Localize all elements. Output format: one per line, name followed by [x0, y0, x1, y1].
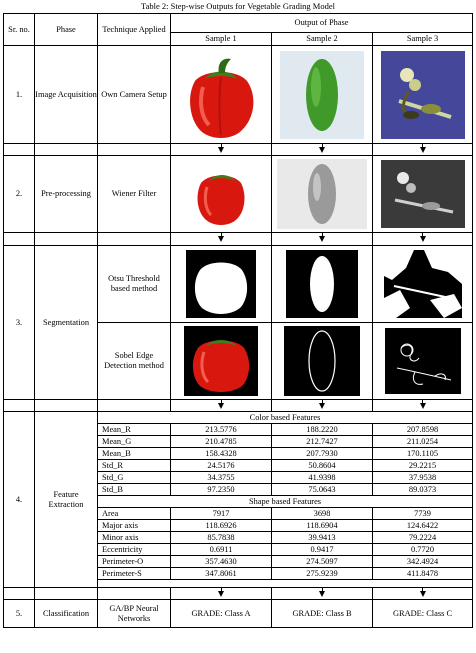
feature-value: 41.9398	[272, 472, 373, 484]
feature-value: 211.0254	[373, 436, 473, 448]
row2-sample2-image	[272, 156, 373, 233]
feature-value: 34.3755	[171, 472, 272, 484]
feature-value: 89.0373	[373, 484, 473, 496]
feature-value: 207.7930	[272, 448, 373, 460]
feature-value: 213.5776	[171, 424, 272, 436]
color-features-title: Color based Features	[98, 412, 473, 424]
feature-value: 7917	[171, 508, 272, 520]
feature-name: Perimeter-O	[98, 556, 171, 568]
row3-sample1-otsu-image	[171, 246, 272, 323]
feature-value: 170.1105	[373, 448, 473, 460]
arrow-cell	[171, 588, 272, 600]
otsu-pepper-mask-image	[186, 250, 256, 318]
arrow-cell	[373, 588, 473, 600]
down-arrow-icon	[218, 403, 224, 409]
down-arrow-icon	[420, 403, 426, 409]
grade-sample-2: GRADE: Class B	[272, 600, 373, 628]
filtered-plant-image	[381, 160, 465, 228]
row4-number: 4.	[4, 412, 35, 588]
feature-name: Mean_B	[98, 448, 171, 460]
feature-value: 357.4630	[171, 556, 272, 568]
filtered-cucumber-image	[277, 159, 367, 229]
down-arrow-icon	[420, 591, 426, 597]
row3-technique-otsu: Otsu Threshold based method	[98, 246, 171, 323]
feature-value: 118.6926	[171, 520, 272, 532]
grade-sample-1: GRADE: Class A	[171, 600, 272, 628]
feature-value: 79.2224	[373, 532, 473, 544]
sobel-plant-edge-image	[385, 328, 461, 394]
arrow-cell	[373, 233, 473, 246]
feature-value: 0.7720	[373, 544, 473, 556]
feature-name: Mean_G	[98, 436, 171, 448]
feature-value: 274.5097	[272, 556, 373, 568]
otsu-cucumber-mask-image	[286, 250, 358, 318]
header-srno: Sr. no.	[4, 14, 35, 46]
header-sample-2: Sample 2	[272, 33, 373, 46]
header-technique: Technique Applied	[98, 14, 171, 46]
row2-sample3-image	[373, 156, 473, 233]
arrow-cell	[272, 400, 373, 412]
feature-value: 3698	[272, 508, 373, 520]
feature-value: 158.4328	[171, 448, 272, 460]
feature-name: Mean_R	[98, 424, 171, 436]
otsu-plant-mask-image	[384, 250, 462, 318]
row1-number: 1.	[4, 46, 35, 144]
row2-sample1-image	[171, 156, 272, 233]
down-arrow-icon	[319, 147, 325, 153]
down-arrow-icon	[319, 591, 325, 597]
row3-sample2-sobel-image	[272, 323, 373, 400]
cucumber-image	[280, 51, 364, 139]
feature-value: 210.4785	[171, 436, 272, 448]
feature-value: 97.2350	[171, 484, 272, 496]
feature-name: Std_R	[98, 460, 171, 472]
down-arrow-icon	[319, 236, 325, 242]
feature-value: 411.8478	[373, 568, 473, 580]
row3-number: 3.	[4, 246, 35, 400]
plant-on-cloth-image	[381, 51, 465, 139]
feature-name: Eccentricity	[98, 544, 171, 556]
feature-name: Area	[98, 508, 171, 520]
feature-value: 0.9417	[272, 544, 373, 556]
arrow-cell	[272, 233, 373, 246]
feature-value: 275.9239	[272, 568, 373, 580]
row2-number: 2.	[4, 156, 35, 233]
arrow-cell	[171, 144, 272, 156]
arrow-cell	[171, 233, 272, 246]
feature-value: 50.8604	[272, 460, 373, 472]
red-pepper-image	[179, 51, 263, 139]
row1-sample2-image	[272, 46, 373, 144]
row5-technique: GA/BP Neural Networks	[98, 600, 171, 628]
row3-sample3-sobel-image	[373, 323, 473, 400]
grade-sample-3: GRADE: Class C	[373, 600, 473, 628]
feature-name: Minor axis	[98, 532, 171, 544]
feature-name: Std_B	[98, 484, 171, 496]
header-phase: Phase	[35, 14, 98, 46]
down-arrow-icon	[218, 236, 224, 242]
arrow-cell	[272, 588, 373, 600]
row2-phase: Pre-processing	[35, 156, 98, 233]
feature-value: 0.6911	[171, 544, 272, 556]
row5-number: 5.	[4, 600, 35, 628]
feature-value: 29.2215	[373, 460, 473, 472]
feature-value: 342.4924	[373, 556, 473, 568]
feature-value: 85.7838	[171, 532, 272, 544]
feature-name: Std_G	[98, 472, 171, 484]
row1-phase: Image Acquisition	[35, 46, 98, 144]
shape-features-title: Shape based Features	[98, 496, 473, 508]
feature-value: 7739	[373, 508, 473, 520]
down-arrow-icon	[420, 236, 426, 242]
row3-sample1-sobel-image	[171, 323, 272, 400]
feature-name: Major axis	[98, 520, 171, 532]
down-arrow-icon	[218, 147, 224, 153]
row5-phase: Classification	[35, 600, 98, 628]
feature-spacer	[98, 580, 473, 588]
sobel-cucumber-edge-image	[284, 326, 360, 396]
header-sample-1: Sample 1	[171, 33, 272, 46]
feature-value: 24.5176	[171, 460, 272, 472]
filtered-pepper-image	[191, 161, 251, 227]
arrow-cell	[171, 400, 272, 412]
feature-value: 212.7427	[272, 436, 373, 448]
down-arrow-icon	[218, 591, 224, 597]
row3-sample3-otsu-image	[373, 246, 473, 323]
sobel-pepper-image	[184, 326, 258, 396]
feature-value: 124.6422	[373, 520, 473, 532]
feature-value: 188.2220	[272, 424, 373, 436]
row2-technique: Wiener Filter	[98, 156, 171, 233]
row1-sample1-image	[171, 46, 272, 144]
feature-value: 118.6904	[272, 520, 373, 532]
row1-sample3-image	[373, 46, 473, 144]
step-wise-output-table	[3, 13, 473, 628]
arrow-cell	[272, 144, 373, 156]
row3-sample2-otsu-image	[272, 246, 373, 323]
feature-value: 75.0643	[272, 484, 373, 496]
row3-technique-sobel: Sobel Edge Detection method	[98, 323, 171, 400]
feature-value: 39.9413	[272, 532, 373, 544]
row1-technique: Own Camera Setup	[98, 46, 171, 144]
down-arrow-icon	[319, 403, 325, 409]
header-output: Output of Phase	[171, 14, 473, 33]
feature-name: Perimeter-S	[98, 568, 171, 580]
table-caption: Table 2: Step-wise Outputs for Vegetable Grading Model	[141, 1, 335, 11]
arrow-cell	[373, 400, 473, 412]
down-arrow-icon	[420, 147, 426, 153]
row3-phase: Segmentation	[35, 246, 98, 400]
feature-value: 347.8061	[171, 568, 272, 580]
feature-value: 207.8598	[373, 424, 473, 436]
header-sample-3: Sample 3	[373, 33, 473, 46]
row4-phase: Feature Extraction	[35, 412, 98, 588]
feature-value: 37.9538	[373, 472, 473, 484]
arrow-cell	[373, 144, 473, 156]
